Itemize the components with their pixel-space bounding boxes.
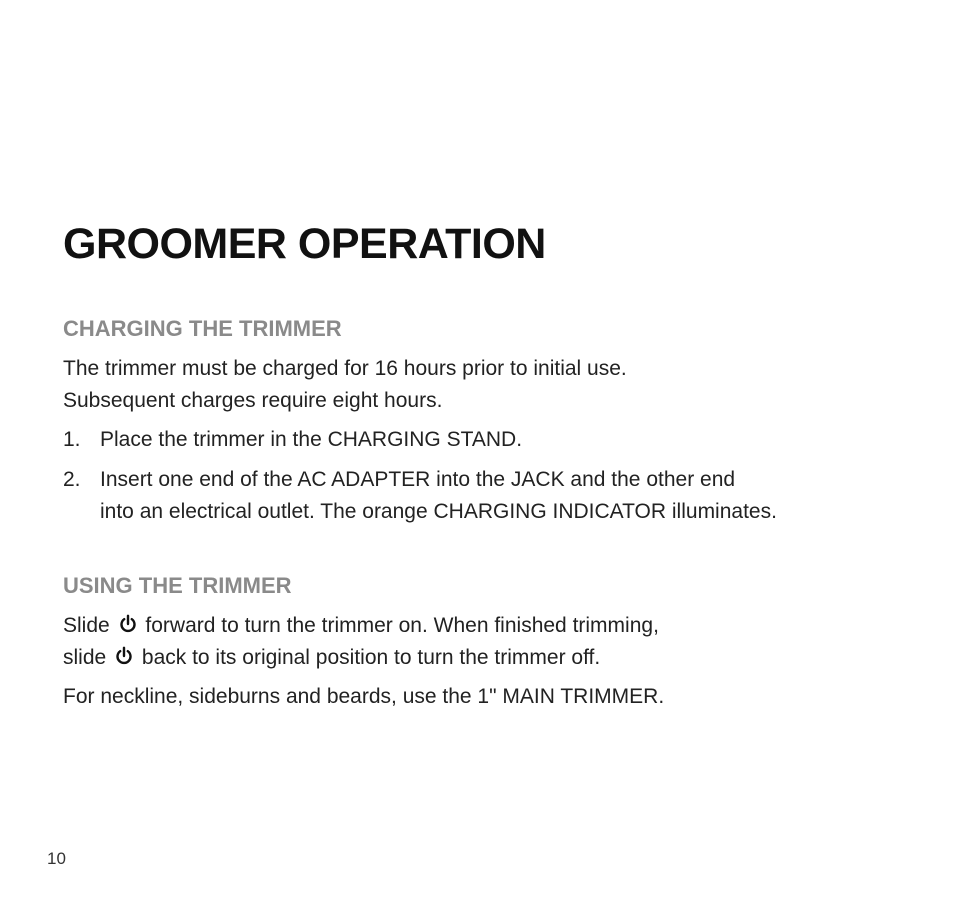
using-line-1 — [63, 610, 659, 642]
charging-heading: CHARGING THE TRIMMER — [63, 316, 342, 341]
power-icon — [114, 646, 134, 666]
using-line-2-end: back to its original position to turn the trimmer off. — [141, 646, 601, 669]
using-line-2 — [63, 642, 600, 674]
using-line-2-start: slide — [63, 646, 107, 669]
charging-intro-line-2: Subsequent charges require eight hours. — [63, 389, 443, 412]
page-title: GROOMER OPERATION — [63, 220, 546, 268]
using-heading: USING THE TRIMMER — [63, 573, 292, 598]
using-line-3: For neckline, sideburns and beards, use the 1" MAIN TRIMMER. — [63, 685, 665, 708]
list-item-text: Place the trimmer in the CHARGING STAND. — [100, 428, 523, 451]
list-item-text-line-2: into an electrical outlet. The orange CHARGING INDICATOR illuminates. — [100, 500, 777, 523]
power-icon — [118, 614, 138, 634]
list-item-number: 1. — [63, 428, 81, 451]
charging-intro-line-1: The trimmer must be charged for 16 hours prior to initial use. — [63, 357, 627, 380]
list-item-number: 2. — [63, 468, 81, 491]
page-number: 10 — [47, 849, 66, 868]
list-item-text-line-1: Insert one end of the AC ADAPTER into the JACK and the other end — [100, 468, 736, 491]
using-line-1-end: forward to turn the trimmer on. When finished trimming, — [145, 614, 659, 637]
using-line-1-start: Slide — [63, 614, 110, 637]
